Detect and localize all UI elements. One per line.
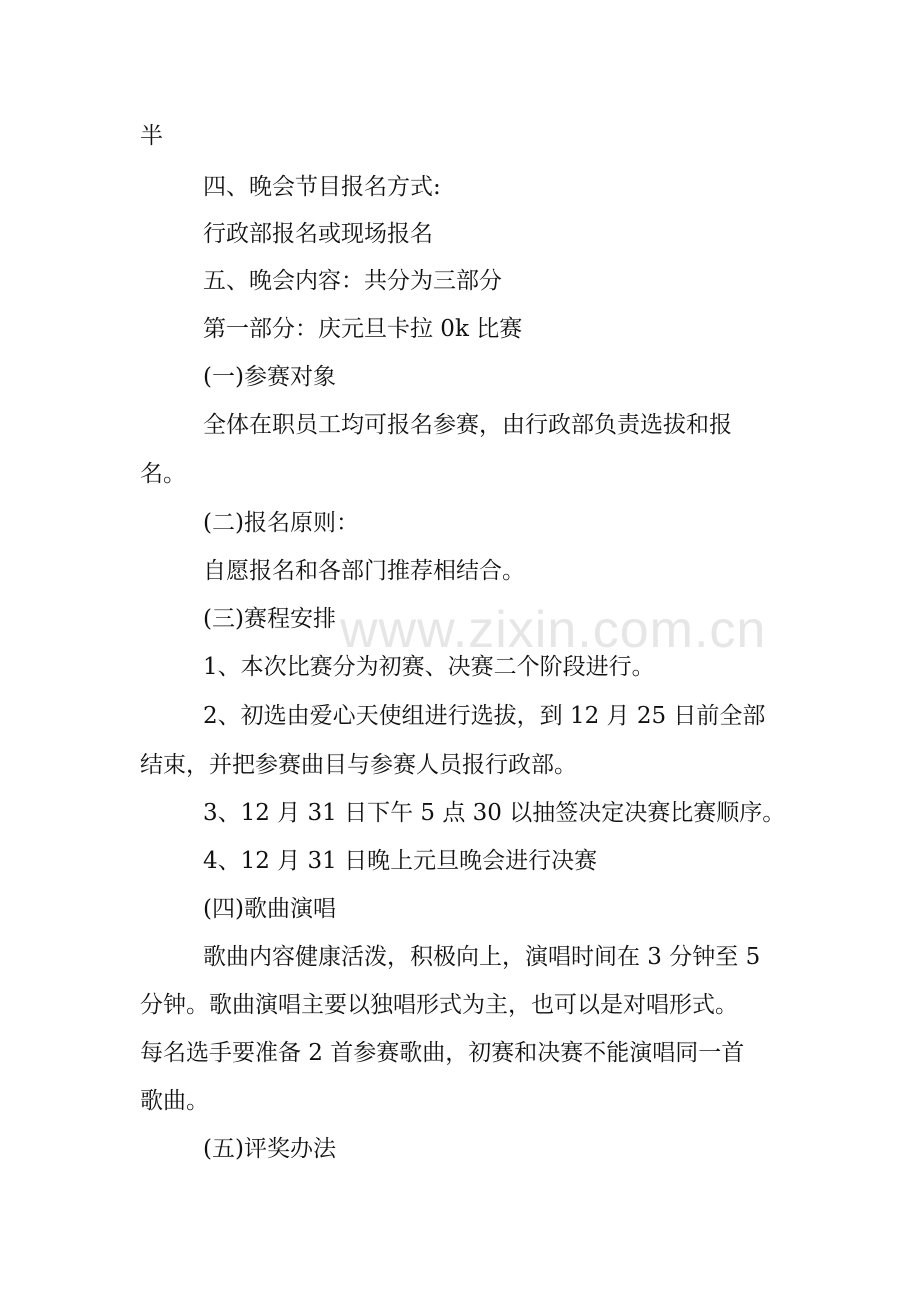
subsection-heading: (二)报名原则： — [203, 510, 359, 536]
text-line: 每名选手要准备 2 首参赛歌曲，初赛和决赛不能演唱同一首 — [140, 1040, 745, 1066]
list-item: 4、12 月 31 日晚上元旦晚会进行决赛 — [203, 848, 598, 874]
subsection-heading: (五)评奖办法 — [203, 1136, 336, 1162]
text-line: 全体在职员工均可报名参赛，由行政部负责选拔和报 — [203, 412, 732, 438]
list-item: 3、12 月 31 日下午 5 点 30 以抽签决定决赛比赛顺序。 — [203, 800, 786, 826]
text-line: 半 — [140, 123, 163, 149]
subsection-heading: (三)赛程安排 — [203, 606, 336, 632]
text-line: 结束，并把参赛曲目与参赛人员报行政部。 — [140, 752, 577, 778]
list-item: 1、本次比赛分为初赛、决赛二个阶段进行。 — [203, 654, 655, 680]
text-line: 分钟。歌曲演唱主要以独唱形式为主，也可以是对唱形式。 — [140, 992, 738, 1018]
list-item: 2、初选由爱心天使组进行选拔，到 12 月 25 日前全部 — [203, 703, 766, 729]
subsection-heading: (四)歌曲演唱 — [203, 896, 336, 922]
text-line: 行政部报名或现场报名 — [203, 221, 433, 247]
section-heading: 四、晚会节目报名方式: — [203, 174, 441, 200]
watermark: www.zixin.com.cn — [340, 601, 767, 659]
section-heading: 第一部分：庆元旦卡拉 0k 比赛 — [203, 316, 523, 342]
text-line: 歌曲内容健康活泼，积极向上，演唱时间在 3 分钟至 5 — [203, 944, 761, 970]
section-heading: 五、晚会内容：共分为三部分 — [203, 268, 502, 294]
subsection-heading: (一)参赛对象 — [203, 364, 336, 390]
text-line: 名。 — [140, 461, 186, 487]
text-line: 歌曲。 — [140, 1088, 209, 1114]
text-line: 自愿报名和各部门推荐相结合。 — [203, 558, 525, 584]
